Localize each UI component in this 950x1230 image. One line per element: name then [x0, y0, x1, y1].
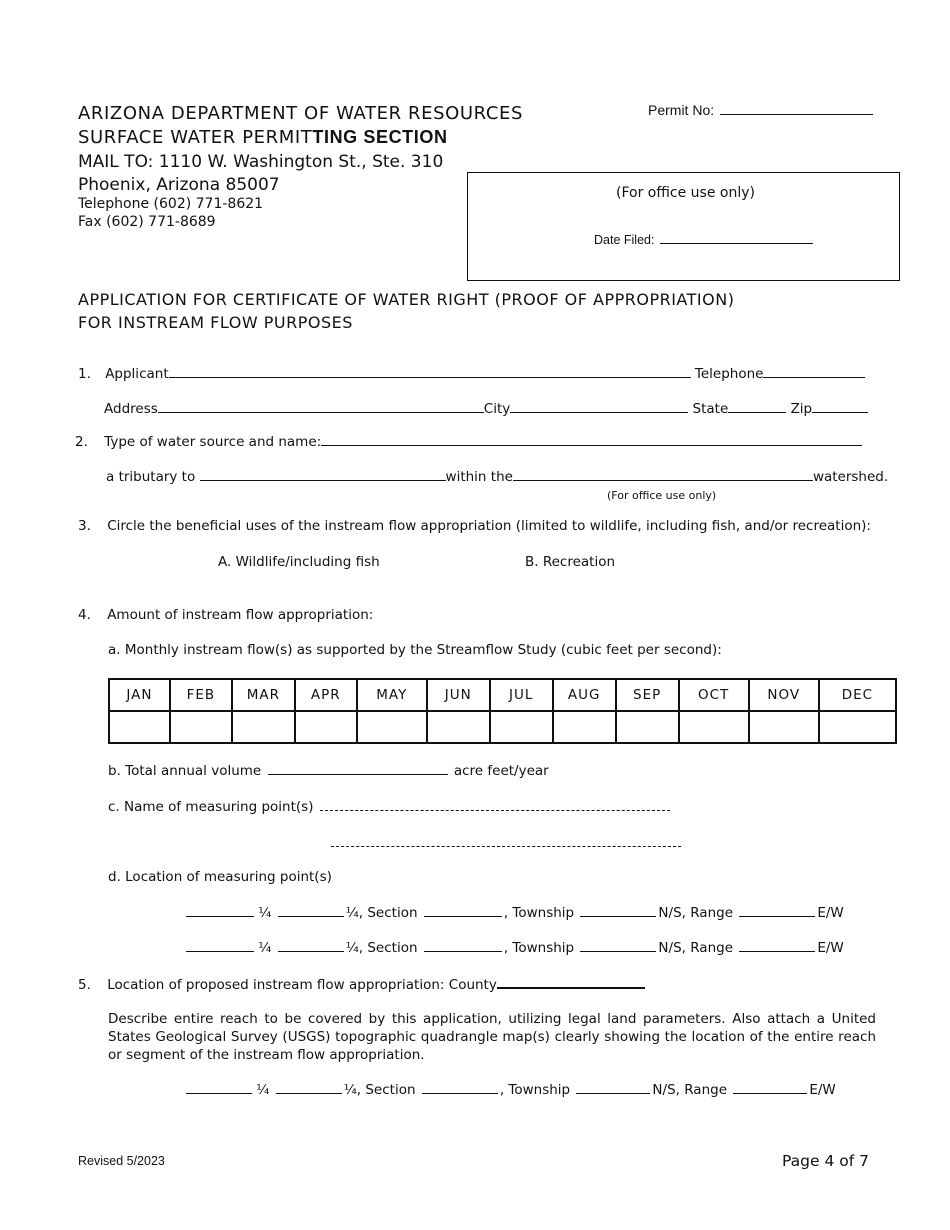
month-header: NOV	[749, 679, 819, 711]
quarter-field-1[interactable]	[186, 1081, 252, 1094]
quarter-field-2[interactable]	[278, 939, 344, 952]
flow-values-row	[109, 711, 896, 743]
month-header: APR	[295, 679, 357, 711]
watershed-office-note: (For office use only)	[607, 489, 717, 502]
month-header: JAN	[109, 679, 170, 711]
quarter-field-1[interactable]	[186, 904, 254, 917]
city-label: City	[483, 401, 511, 417]
mail-to-address: MAIL TO: 1110 W. Washington St., Ste. 310	[78, 152, 444, 172]
measuring-location-row-1	[186, 904, 844, 921]
applicant-field[interactable]	[169, 365, 691, 378]
flow-cell[interactable]	[357, 711, 427, 743]
township-label: , Township	[503, 940, 575, 956]
flow-cell[interactable]	[109, 711, 170, 743]
q1-address-row	[104, 400, 868, 417]
flow-cell[interactable]	[170, 711, 232, 743]
zip-field[interactable]	[812, 400, 868, 413]
flow-cell[interactable]	[427, 711, 490, 743]
agency-name: ARIZONA DEPARTMENT OF WATER RESOURCES	[78, 103, 524, 124]
q5-text: Location of proposed instream flow appropriation: County	[107, 977, 497, 993]
ns-range-label: N/S, Range	[652, 1082, 728, 1098]
ew-label: E/W	[817, 905, 844, 921]
quarter-label: ¼	[258, 940, 272, 956]
quarter-label: ¼	[258, 905, 272, 921]
measuring-point-name-field-2[interactable]	[331, 834, 681, 847]
permit-no	[648, 102, 875, 118]
water-source-field[interactable]	[321, 433, 862, 446]
q4c-row2	[331, 834, 681, 851]
state-label: State	[692, 401, 729, 417]
q4c-row	[108, 798, 670, 815]
q5-row	[78, 975, 645, 993]
address-field[interactable]	[158, 400, 484, 413]
tributary-label: a tributary to	[106, 469, 196, 485]
flow-cell[interactable]	[749, 711, 819, 743]
q1-number: 1.	[78, 366, 91, 382]
monthly-flow-table	[108, 678, 897, 744]
month-header: JUL	[490, 679, 553, 711]
within-label: within the	[445, 469, 513, 485]
page-number: Page 4 of 7	[782, 1152, 869, 1170]
q2-number: 2.	[75, 434, 88, 450]
range-field[interactable]	[739, 904, 815, 917]
measuring-point-name-label: c. Name of measuring point(s)	[108, 799, 314, 815]
total-volume-label: b. Total annual volume	[108, 763, 262, 779]
q3-text: Circle the beneficial uses of the instream flow appropriation (limited to wildlife, including fish, and/or recreation):	[107, 518, 871, 534]
total-volume-field[interactable]	[268, 762, 448, 775]
date-filed	[594, 231, 815, 247]
appropriation-location-row	[186, 1081, 836, 1098]
flow-cell[interactable]	[679, 711, 749, 743]
total-volume-unit: acre feet/year	[453, 763, 549, 779]
township-field[interactable]	[576, 1081, 650, 1094]
watershed-field[interactable]	[513, 468, 813, 481]
month-header: SEP	[616, 679, 679, 711]
q4a-text: a. Monthly instream flow(s) as supported by the Streamflow Study (cubic feet per second):	[108, 642, 722, 658]
agency-fax: Fax (602) 771-8689	[78, 214, 216, 230]
permit-no-label: Permit No:	[648, 102, 715, 118]
office-use-title: (For office use only)	[616, 185, 755, 201]
telephone-label: Telephone	[694, 366, 764, 382]
date-filed-field[interactable]	[660, 231, 813, 244]
month-header: DEC	[819, 679, 896, 711]
quarter-field-2[interactable]	[276, 1081, 342, 1094]
flow-cell[interactable]	[553, 711, 616, 743]
flow-cell[interactable]	[616, 711, 679, 743]
flow-cell[interactable]	[232, 711, 295, 743]
section-name-part1: SURFACE WATER PERMIT	[78, 127, 313, 148]
range-field[interactable]	[739, 939, 815, 952]
measuring-location-row-2	[186, 939, 844, 956]
township-label: , Township	[503, 905, 575, 921]
month-header: JUN	[427, 679, 490, 711]
section-name	[78, 127, 448, 148]
ns-range-label: N/S, Range	[658, 905, 734, 921]
township-field[interactable]	[580, 904, 656, 917]
date-filed-label: Date Filed:	[594, 233, 655, 247]
q3-number: 3.	[78, 518, 91, 534]
township-label: , Township	[499, 1082, 571, 1098]
measuring-point-name-field[interactable]	[320, 798, 670, 811]
quarter-label: ¼	[256, 1082, 270, 1098]
q4b-row	[108, 762, 549, 779]
q1-applicant-row	[78, 365, 865, 382]
q4-row	[78, 607, 373, 623]
range-field[interactable]	[733, 1081, 807, 1094]
q2-tributary-row	[106, 468, 888, 485]
q4-text: Amount of instream flow appropriation:	[107, 607, 374, 623]
section-field[interactable]	[424, 904, 502, 917]
month-header: AUG	[553, 679, 616, 711]
telephone-field[interactable]	[763, 365, 865, 378]
month-header: MAR	[232, 679, 295, 711]
ew-label: E/W	[809, 1082, 836, 1098]
q4-number: 4.	[78, 607, 91, 623]
form-title-line1: APPLICATION FOR CERTIFICATE OF WATER RIGHT (PROOF OF APPROPRIATION)	[78, 290, 735, 309]
zip-label: Zip	[790, 401, 813, 417]
q2-source-row	[75, 433, 862, 450]
section-label: ¼, Section	[343, 1082, 416, 1098]
month-header: OCT	[679, 679, 749, 711]
section-label: ¼, Section	[345, 940, 418, 956]
county-field[interactable]	[497, 975, 645, 989]
form-title-line2: FOR INSTREAM FLOW PURPOSES	[78, 313, 353, 332]
permit-no-field[interactable]	[720, 102, 873, 115]
quarter-field-1[interactable]	[186, 939, 254, 952]
month-header: MAY	[357, 679, 427, 711]
q4d-label: d. Location of measuring point(s)	[108, 869, 332, 885]
ns-range-label: N/S, Range	[658, 940, 734, 956]
q3-row	[78, 518, 871, 534]
flow-cell[interactable]	[295, 711, 357, 743]
state-field[interactable]	[728, 400, 786, 413]
city-state-zip: Phoenix, Arizona 85007	[78, 175, 280, 195]
flow-cell[interactable]	[819, 711, 896, 743]
option-recreation[interactable]: B. Recreation	[525, 554, 616, 570]
option-wildlife[interactable]: A. Wildlife/including fish	[218, 554, 380, 570]
months-header-row	[109, 679, 896, 711]
section-label: ¼, Section	[345, 905, 418, 921]
agency-telephone: Telephone (602) 771-8621	[78, 196, 264, 212]
section-field[interactable]	[422, 1081, 498, 1094]
city-field[interactable]	[510, 400, 688, 413]
ew-label: E/W	[817, 940, 844, 956]
tributary-field[interactable]	[200, 468, 446, 481]
q5-describe-text: Describe entire reach to be covered by this application, utilizing legal land parameters. Also attach a United States Geological Survey (USGS) topographic quadrangle map(s) clearly showing the location of the entire reach or segment of the instream flow appropriation.	[108, 1011, 876, 1063]
address-label: Address	[104, 401, 158, 417]
month-header: FEB	[170, 679, 232, 711]
quarter-field-2[interactable]	[278, 904, 344, 917]
township-field[interactable]	[580, 939, 656, 952]
section-field[interactable]	[424, 939, 502, 952]
section-name-part2: TING SECTION	[312, 127, 448, 147]
flow-cell[interactable]	[490, 711, 553, 743]
water-source-label: Type of water source and name:	[104, 434, 322, 450]
revised-date: Revised 5/2023	[78, 1154, 165, 1168]
q5-number: 5.	[78, 977, 91, 993]
watershed-label: watershed.	[812, 469, 889, 485]
applicant-label: Applicant	[105, 366, 169, 382]
